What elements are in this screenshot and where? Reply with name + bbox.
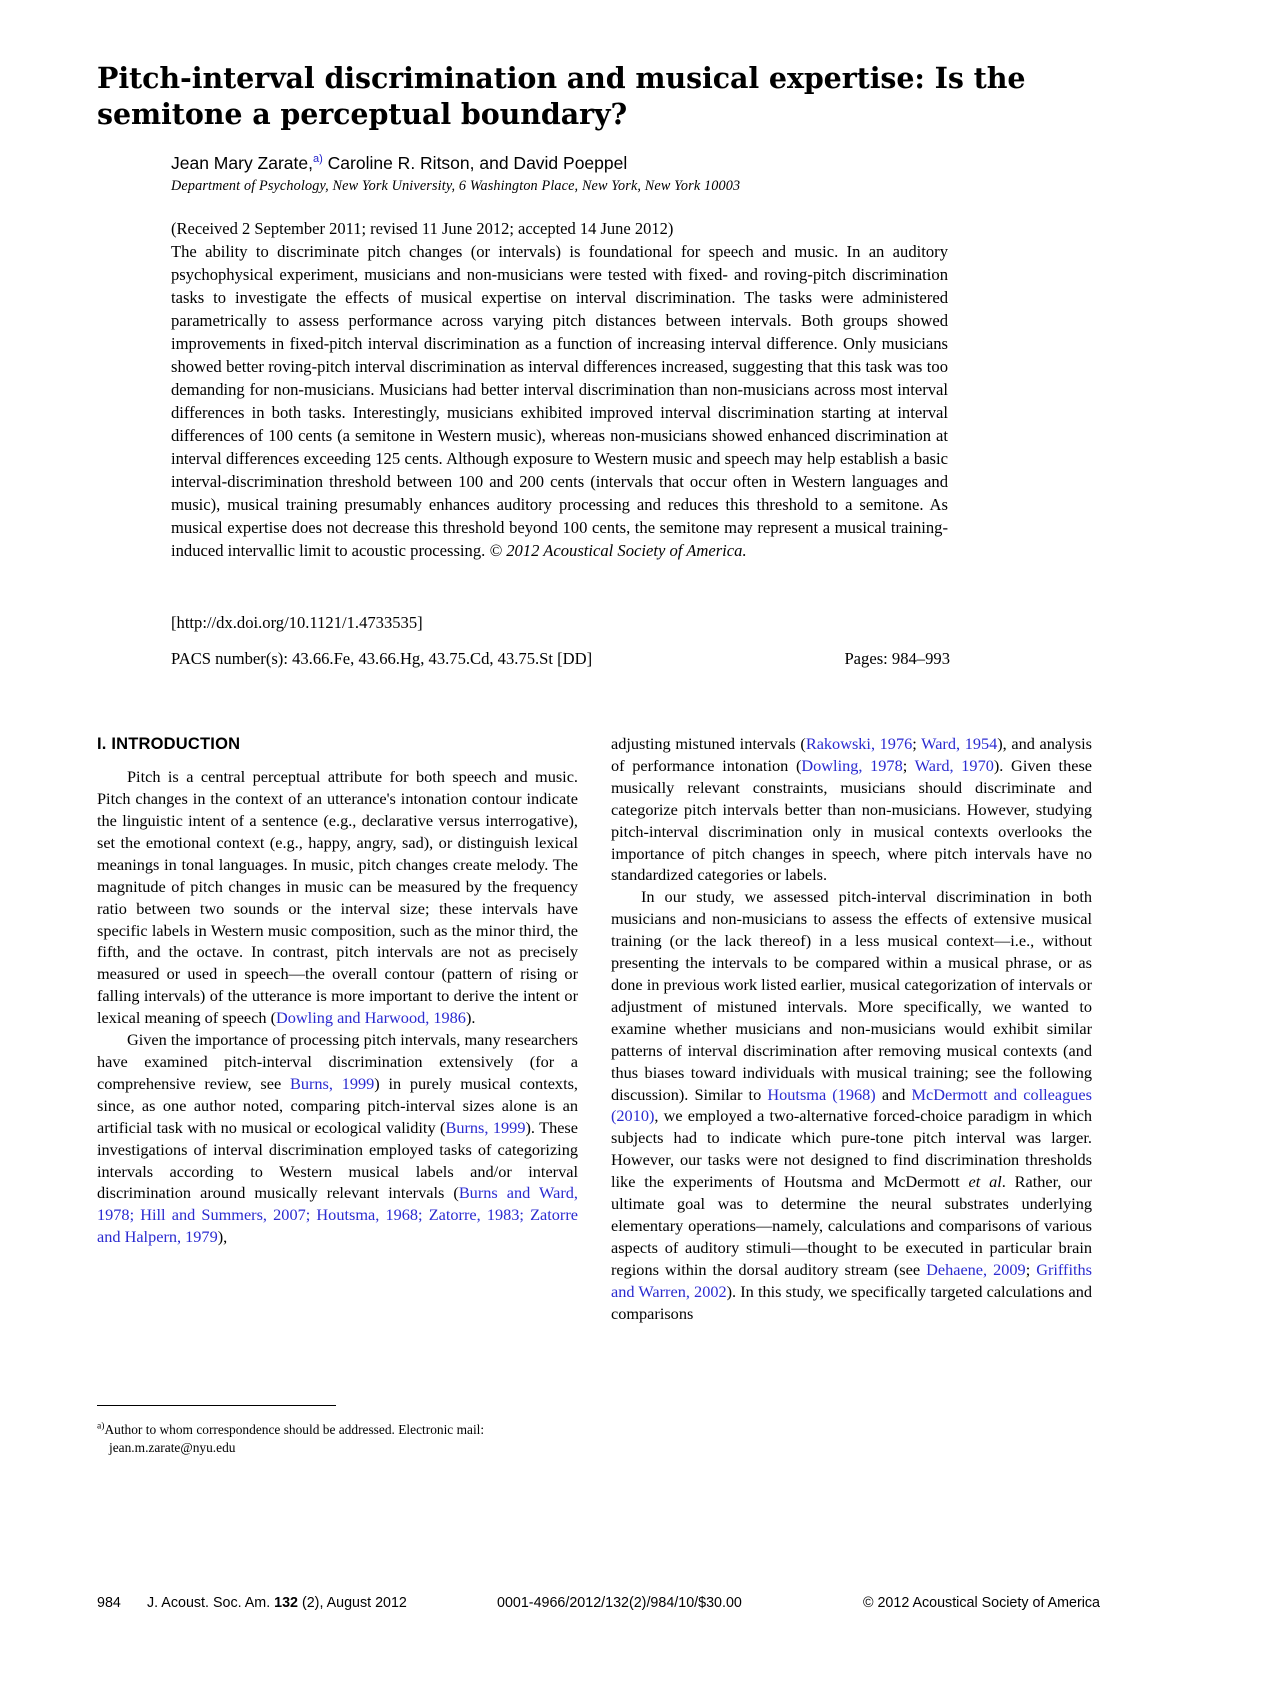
abstract-body: The ability to discriminate pitch changes (or intervals) is foundational for speech and music. In an auditory psychophysical experiment, musicians and non-musicians were tested with fixed- and roving-pitch discrimination tasks to investigate the effects of musical expertise on interval discrimination. The tasks were administered parametrically to assess performance across varying pitch distances between intervals. Both groups showed improvements in fixed-pitch interval discrimination as a function of increasing interval difference. Only musicians showed better roving-pitch interval discrimination as interval differences increased, suggesting that this task was too demanding for non-musicians. Musicians had better interval discrimination than non-musicians across most interval differences in both tasks. Interestingly, musicians exhibited improved interval discrimination starting at interval differences of 100 cents (a semitone in Western music), whereas non-musicians showed enhanced discrimination at interval differences exceeding 125 cents. Although exposure to Western music and speech may help establish a basic interval-discrimination threshold between 100 and 200 cents (intervals that occur often in Western languages and music), musical training presumably enhances auditory processing and reduces this threshold to a semitone. As musical expertise does not decrease this threshold beyond 100 cents, the semitone may represent a musical training-induced intervallic limit to acoustic processing. xyxy=(171,242,948,560)
citation-dowling-harwood-1986[interactable]: Dowling and Harwood, 1986 xyxy=(276,1008,466,1028)
citation-ward-1970[interactable]: Ward, 1970 xyxy=(914,755,994,775)
footnote-separator-rule xyxy=(97,1405,336,1406)
text-italic-et-al: et al xyxy=(968,1172,1002,1192)
paragraph-left-2 xyxy=(97,1029,578,1248)
page-range: Pages: 984–993 xyxy=(844,649,950,668)
citation-burns-1999-b[interactable]: Burns, 1999 xyxy=(445,1117,526,1137)
pacs-row xyxy=(171,649,950,669)
citation-griffiths-warren-2002[interactable]: Griffiths and Warren, 2002 xyxy=(611,1259,1092,1301)
footer-page-number: 984 xyxy=(97,1595,121,1611)
citation-dowling-1978[interactable]: Dowling, 1978 xyxy=(801,755,903,775)
citation-group-musically-relevant[interactable]: Burns and Ward, 1978; Hill and Summers, 2007; Houtsma, 1968; Zatorre, 1983; Zatorre and Halpern, 1979 xyxy=(97,1183,578,1247)
text-run: ) in purely musical contexts, since, as one author noted, comparing pitch-interval sizes alone is an artificial task with no musical or ecological validity ( xyxy=(97,1073,578,1137)
pacs-numbers: PACS number(s): 43.66.Fe, 43.66.Hg, 43.75.Cd, 43.75.St [DD] xyxy=(171,649,593,668)
citation-dehaene-2009[interactable]: Dehaene, 2009 xyxy=(926,1259,1026,1279)
abstract xyxy=(171,241,948,563)
citation-burns-1999-a[interactable]: Burns, 1999 xyxy=(289,1073,375,1093)
text-run: ), and analysis of performance intonation ( xyxy=(611,734,1093,775)
footer-copyright: © 2012 Acoustical Society of America xyxy=(862,1595,1100,1611)
footnote xyxy=(97,1421,578,1458)
author-meta-block xyxy=(171,152,961,240)
column-right xyxy=(611,733,1092,1324)
text-run: ). Given these musically relevant constraints, musicians should discriminate and categorize pitch intervals better than non-musicians. However, studying pitch-interval discrimination only in musical contexts overlooks the importance of pitch changes in speech, where pitch intervals have no standardized categories or labels. xyxy=(611,755,1093,885)
footer-journal-citation xyxy=(147,1595,407,1611)
section-heading-introduction: I. INTRODUCTION xyxy=(97,735,241,753)
text-run: ). In this study, we specifically targeted calculations and comparisons xyxy=(611,1281,1092,1323)
title-block xyxy=(97,60,1100,133)
text-run: ; xyxy=(902,755,915,775)
text-run: ; xyxy=(912,734,922,753)
footnote-email[interactable]: jean.m.zarate@nyu.edu xyxy=(109,1440,236,1456)
text-run: In our study, we assessed pitch-interval discrimination in both musicians and non-musicians to assess the effects of extensive musical training (or the lack thereof) in a less musical context—i.e., without presenting the intervals to be compared within a musical phrase, or as done in previous work listed earlier, musical categorization of intervals or adjustment of mistuned intervals. More specifically, we wanted to examine whether musicians and non-musicians would exhibit similar patterns of interval discrimination after removing musical contexts (and thus biases toward individuals with musical training; see the following discussion). Similar to xyxy=(611,887,1092,1104)
text-run: ), xyxy=(217,1227,228,1247)
paragraph-right-1 xyxy=(611,733,1092,886)
footnote-marker: a) xyxy=(97,1420,105,1432)
text-run: ). These investigations of interval discrimination employed tasks of categorizing intervals according to Western musical labels and/or interval discrimination around musically relevant intervals ( xyxy=(97,1117,578,1203)
paragraph-left-1 xyxy=(97,766,578,1029)
text-run: and xyxy=(875,1084,912,1104)
paragraph-right-2 xyxy=(611,886,1092,1324)
text-run: (2), August 2012 xyxy=(298,1595,407,1611)
text-run: J. Acoust. Soc. Am. xyxy=(147,1595,275,1611)
affiliation: Department of Psychology, New York University, 6 Washington Place, New York, New York 10003 xyxy=(171,177,741,194)
text-run: , we employed a two-alternative forced-choice paradigm in which subjects had to indicate which pure-tone pitch interval was larger. However, our tasks were not designed to find discrimination thresholds like the experiments of Houtsma and McDermott xyxy=(611,1106,1092,1192)
footer-issn-code: 0001-4966/2012/132(2)/984/10/$30.00 xyxy=(497,1595,742,1611)
received-revised-accepted: (Received 2 September 2011; revised 11 June 2012; accepted 14 June 2012) xyxy=(171,218,674,238)
author-footnote-marker[interactable]: a) xyxy=(313,153,323,166)
author-names-rest: Caroline R. Ritson, and David Poeppel xyxy=(322,153,628,173)
citation-mcdermott-colleagues-2010[interactable]: McDermott and colleagues (2010) xyxy=(611,1084,1092,1126)
footer-journal-volume: 132 xyxy=(274,1595,298,1611)
citation-houtsma-1968[interactable]: Houtsma (1968) xyxy=(767,1084,876,1104)
citation-rakowski-1976[interactable]: Rakowski, 1976 xyxy=(805,734,913,753)
abstract-copyright: © 2012 Acoustical Society of America. xyxy=(489,540,747,560)
column-left xyxy=(97,733,578,1248)
footnote-text: Author to whom correspondence should be addressed. Electronic mail: xyxy=(104,1422,485,1437)
author-names-lead: Jean Mary Zarate, xyxy=(171,153,313,173)
text-run: . Rather, our ultimate goal was to determine the neural substrates underlying elementary operations—namely, calculations and comparisons of various aspects of auditory stimuli—thought to be executed in particular brain regions within the dorsal auditory stream (see xyxy=(611,1172,1093,1279)
text-run: Pitch is a central perceptual attribute for both speech and music. Pitch changes in the context of an utterance's intonation contour indicate the linguistic intent of a sentence (e.g., declarative versus interrogative), set the emotional context (e.g., happy, angry, sad), or distinguish lexical meanings in tonal languages. In music, pitch changes create melody. The magnitude of pitch changes in music can be measured by the frequency ratio between two sounds or the interval size; these intervals have specific labels in Western music composition, such as the minor third, the fifth, and the octave. In contrast, pitch intervals are not as precisely measured or used in speech—the overall contour (pattern of rising or falling intervals) of the utterance is more important to derive the intent or lexical meaning of speech ( xyxy=(97,767,578,1028)
text-run: ; xyxy=(1025,1259,1037,1279)
text-run: adjusting mistuned intervals ( xyxy=(611,734,806,753)
page-footer xyxy=(97,1595,1100,1611)
doi-link[interactable]: [http://dx.doi.org/10.1121/1.4733535] xyxy=(171,613,423,632)
page-title: Pitch-interval discrimination and musical expertise: Is the semitone a perceptual boundary? xyxy=(97,61,1026,132)
text-run: ). xyxy=(465,1008,476,1028)
text-run: Given the importance of processing pitch intervals, many researchers have examined pitch-interval discrimination extensively (for a comprehensive review, see xyxy=(97,1030,578,1093)
citation-ward-1954[interactable]: Ward, 1954 xyxy=(921,734,998,753)
author-list xyxy=(171,152,961,175)
